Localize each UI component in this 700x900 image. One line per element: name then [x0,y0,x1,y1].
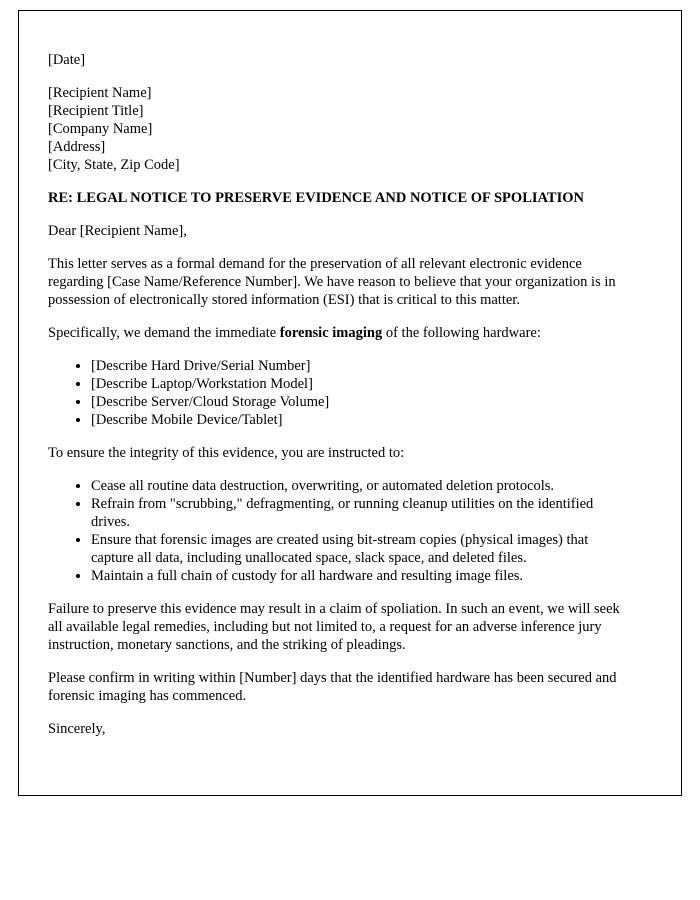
hardware-list-item: • [Describe Mobile Device/Tablet] [91,411,629,429]
confirm-paragraph: Please confirm in writing within [Number] days that the identified hardware has been secured and forensic imaging has commenced. [48,670,617,704]
city-state-zip-line: [City, State, Zip Code] [48,157,180,173]
demand-text-bold: forensic imaging [279,325,383,341]
recipient-name-line: [Recipient Name] [48,85,152,101]
demand-text-suffix: of the following hardware: [382,325,541,341]
hardware-list-item: • [Describe Server/Cloud Storage Volume] [91,393,629,411]
closing: Sincerely, [48,721,106,737]
instructions-list-item: • Refrain from "scrubbing," defragmenting, or running cleanup utilities on the identified drives. [91,495,629,531]
failure-paragraph: Failure to preserve this evidence may result in a claim of spoliation. In such an event, we will seek all available legal remedies, including but not limited to, a request for an adverse inference jury instruction, monetary sanctions, and the striking of pleadings. [48,601,620,653]
subject-line: RE: LEGAL NOTICE TO PRESERVE EVIDENCE AND NOTICE OF SPOLIATION [48,190,584,206]
letter-document [18,10,682,796]
demand-paragraph [48,324,629,342]
hardware-list-item: • [Describe Laptop/Workstation Model] [91,375,629,393]
instructions-intro: To ensure the integrity of this evidence, you are instructed to: [48,445,405,461]
instructions-list-item: • Maintain a full chain of custody for all hardware and resulting image files. [91,567,629,585]
hardware-list [48,357,629,429]
company-name-line: [Company Name] [48,121,153,137]
recipient-title-line: [Recipient Title] [48,103,144,119]
address-line: [Address] [48,139,106,155]
date-placeholder: [Date] [48,52,86,68]
recipient-address-block [48,84,629,174]
instructions-list [48,477,629,585]
demand-text-prefix: Specifically, we demand the immediate [48,325,280,341]
instructions-list-item: • Cease all routine data destruction, overwriting, or automated deletion protocols. [91,477,629,495]
instructions-list-item: • Ensure that forensic images are created using bit-stream copies (physical images) that capture all data, including unallocated space, slack space, and deleted files. [91,531,629,567]
intro-paragraph: This letter serves as a formal demand for the preservation of all relevant electronic evidence regarding [Case Name/Reference Number]. We have reason to believe that your organization is in possession of electronically stored information (ESI) that is critical to this matter. [48,256,616,308]
hardware-list-item: • [Describe Hard Drive/Serial Number] [91,357,629,375]
salutation: Dear [Recipient Name], [48,223,187,239]
